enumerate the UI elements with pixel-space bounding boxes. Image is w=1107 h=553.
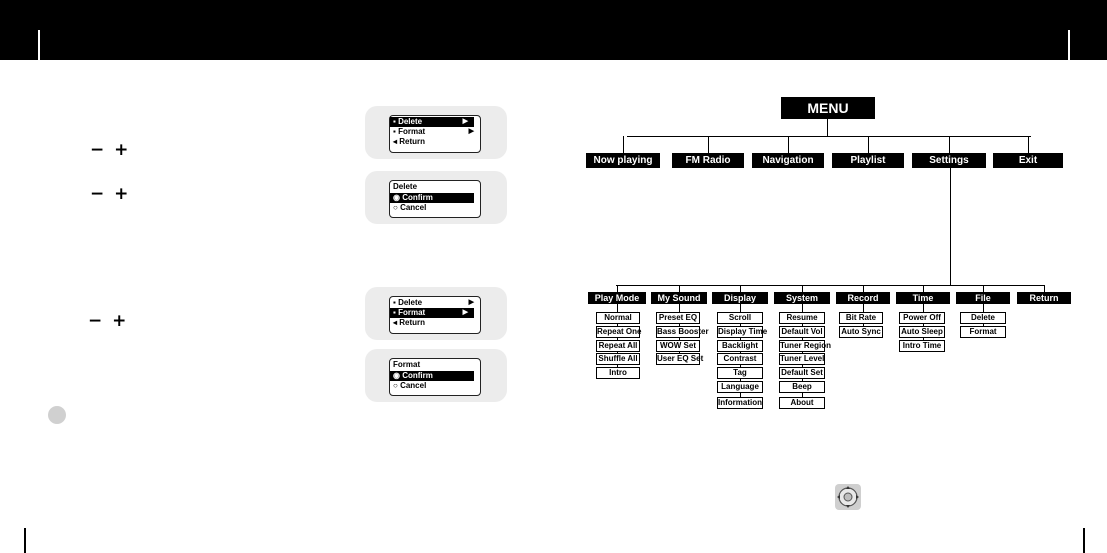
settings-item: Record	[836, 292, 890, 304]
submenu-item: Default Set	[779, 367, 825, 379]
tree-connector	[788, 136, 789, 153]
lcd-menu-label: Cancel	[400, 203, 427, 212]
lcd-title: Delete	[393, 182, 418, 191]
menu-item: Playlist	[832, 153, 904, 168]
right-arrow-icon: ▶	[468, 299, 474, 306]
lcd-menu-row	[390, 203, 480, 213]
lcd-menu-label: Format	[398, 127, 426, 136]
lcd-menu-row	[390, 308, 474, 318]
right-arrow-icon: ▶	[462, 309, 468, 316]
radio-icon: ◉	[393, 371, 403, 380]
submenu-item: Resume	[779, 312, 825, 324]
lcd-menu-label: Confirm	[402, 371, 433, 380]
device-screen-frame	[365, 106, 507, 159]
tree-connector	[1028, 136, 1029, 153]
right-arrow-icon: ▶	[462, 118, 468, 125]
submenu-item: Tuner Region	[780, 341, 831, 350]
device-lcd	[389, 180, 481, 218]
lcd-menu-label: Return	[399, 137, 426, 146]
settings-item: Time	[896, 292, 950, 304]
minus-plus-icon: − +	[90, 184, 131, 204]
submenu-item: User EQ Set	[657, 354, 704, 363]
footer-tick-left	[24, 528, 26, 553]
tree-connector	[616, 285, 1044, 286]
header-bar	[0, 0, 1107, 60]
submenu-item: Backlight	[717, 340, 763, 352]
device-screen-frame	[365, 349, 507, 402]
tree-connector	[868, 136, 869, 153]
device-screen-frame	[365, 287, 507, 340]
navigation-jog-icon	[835, 484, 861, 510]
device-screen-frame	[365, 171, 507, 224]
submenu-item: Bit Rate	[839, 312, 883, 324]
menu-root: MENU	[781, 97, 875, 119]
submenu-item: Shuffle All	[596, 353, 640, 365]
submenu-item: Bass Booster	[657, 327, 709, 336]
lcd-menu-label: Format	[398, 308, 426, 317]
submenu-item: Tag	[717, 367, 763, 379]
header-tick-left	[38, 30, 40, 60]
lcd-menu-row	[390, 371, 474, 381]
settings-item: My Sound	[651, 292, 707, 304]
bullet-icon: ▪	[393, 127, 399, 136]
menu-item: Navigation	[752, 153, 824, 168]
tree-connector	[949, 136, 950, 153]
radio-icon: ○	[393, 381, 401, 390]
submenu-item: Delete	[960, 312, 1006, 324]
lcd-menu-row	[390, 193, 474, 203]
tree-connector	[740, 285, 741, 292]
tree-connector	[950, 168, 951, 285]
submenu-item: Format	[960, 326, 1006, 338]
tree-connector	[863, 285, 864, 292]
settings-item: Return	[1017, 292, 1071, 304]
submenu-item: Information	[718, 398, 762, 407]
submenu-item: Preset EQ	[656, 312, 700, 324]
submenu-item: Display Time	[718, 327, 768, 336]
tree-connector	[623, 136, 624, 153]
tree-connector	[679, 285, 680, 292]
submenu-item: Power Off	[899, 312, 945, 324]
lcd-menu-label: Cancel	[400, 381, 427, 390]
tree-connector	[923, 285, 924, 292]
lcd-menu-label: Delete	[398, 298, 423, 307]
menu-item: FM Radio	[672, 153, 744, 168]
footer-tick-right	[1083, 528, 1085, 553]
settings-item: Display	[712, 292, 768, 304]
note-circle-icon	[48, 406, 66, 424]
back-arrow-icon: ◂	[393, 318, 400, 327]
submenu-item: Auto Sleep	[899, 326, 945, 338]
lcd-menu-row	[390, 298, 480, 308]
lcd-menu-label: Delete	[398, 117, 423, 126]
tree-connector	[1044, 285, 1045, 292]
submenu-item: Contrast	[717, 353, 763, 365]
right-arrow-icon: ▶	[468, 128, 474, 135]
submenu-item: Tuner Level	[780, 354, 825, 363]
menu-item: Exit	[993, 153, 1063, 168]
tree-connector	[627, 136, 1031, 137]
menu-item: Settings	[912, 153, 986, 168]
submenu-item: Repeat All	[596, 340, 640, 352]
minus-plus-icon: − +	[90, 140, 131, 160]
submenu-item: Scroll	[717, 312, 763, 324]
lcd-menu-row	[390, 137, 480, 147]
lcd-menu-row	[390, 318, 480, 328]
menu-item: Now playing	[586, 153, 660, 168]
settings-item: Play Mode	[588, 292, 646, 304]
bullet-icon: ▪	[393, 308, 399, 317]
bullet-icon: ▪	[393, 117, 399, 126]
device-lcd	[389, 296, 481, 334]
tree-connector	[983, 285, 984, 292]
submenu-item: Auto Sync	[839, 326, 883, 338]
lcd-menu-label: Return	[399, 318, 426, 327]
submenu-item: Normal	[596, 312, 640, 324]
submenu-item: WOW Set	[656, 340, 700, 352]
submenu-item: About	[779, 397, 825, 409]
bullet-icon: ▪	[393, 298, 399, 307]
lcd-menu-row	[390, 127, 480, 137]
submenu-item: Default Vol	[779, 326, 825, 338]
radio-icon: ○	[393, 203, 401, 212]
tree-connector	[708, 136, 709, 153]
submenu-item: Intro Time	[899, 340, 945, 352]
submenu-item: Beep	[779, 381, 825, 393]
submenu-item: Language	[717, 381, 763, 393]
header-tick-right	[1068, 30, 1070, 60]
tree-connector	[827, 119, 828, 136]
submenu-item: Intro	[596, 367, 640, 379]
tree-connector	[802, 285, 803, 292]
submenu-item: Repeat One	[597, 327, 642, 336]
settings-item: System	[774, 292, 830, 304]
lcd-title: Format	[393, 360, 421, 369]
lcd-menu-label: Confirm	[402, 193, 433, 202]
settings-item: File	[956, 292, 1010, 304]
lcd-menu-row	[390, 381, 480, 391]
minus-plus-icon: − +	[88, 311, 129, 331]
lcd-menu-row	[390, 117, 474, 127]
device-lcd	[389, 358, 481, 396]
back-arrow-icon: ◂	[393, 137, 400, 146]
radio-icon: ◉	[393, 193, 403, 202]
tree-connector	[617, 285, 618, 292]
device-lcd	[389, 115, 481, 153]
